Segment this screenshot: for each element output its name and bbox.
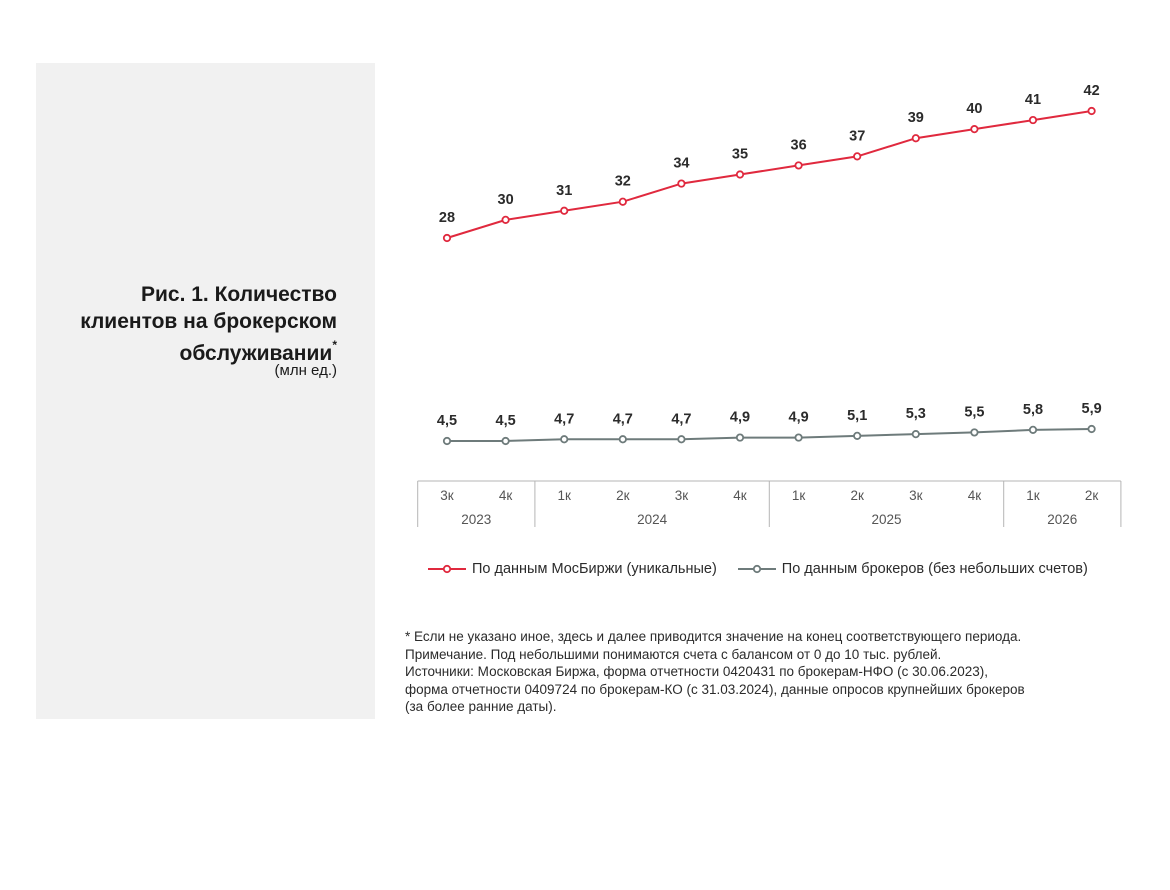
- data-point-brokers: [737, 434, 743, 440]
- data-label-moex: 37: [849, 128, 866, 145]
- data-point-moex: [971, 126, 977, 132]
- x-tick-label-year: 2023: [461, 512, 492, 527]
- data-point-moex: [1030, 117, 1036, 123]
- data-point-brokers: [444, 438, 450, 444]
- note-sources-1: Источники: Московская Биржа, форма отчетности 0420431 по брокерам-НФО (с 30.06.2023),: [405, 664, 988, 679]
- note-sources-2: форма отчетности 0409724 по брокерам-КО (с 31.03.2024), данные опросов крупнейших брокеров: [405, 681, 1025, 697]
- x-tick-label-quarter: 3к: [909, 488, 923, 503]
- data-label-moex: 35: [731, 146, 749, 163]
- data-label-moex: 34: [673, 155, 690, 172]
- legend-item-brokers: [737, 561, 1088, 577]
- data-label-moex: 41: [1024, 92, 1042, 109]
- footnote-mark: *: [332, 338, 337, 352]
- legend-swatch-moex: [427, 562, 467, 576]
- data-label-brokers: 4,9: [729, 409, 751, 426]
- data-label-brokers: 4,7: [554, 411, 575, 428]
- data-label-moex: 31: [556, 182, 573, 199]
- x-tick-label-quarter: 3к: [674, 488, 689, 503]
- chart-notes: [405, 628, 1145, 716]
- data-label-moex: 36: [790, 137, 807, 154]
- data-label-brokers: 5,1: [847, 407, 868, 424]
- data-label-brokers: 4,5: [436, 413, 458, 429]
- data-point-brokers: [854, 433, 860, 439]
- data-label-brokers: 5,8: [1022, 401, 1044, 418]
- note-footnote: * Если не указано иное, здесь и далее приводится значение на конец соответствующего периода.: [405, 629, 1022, 644]
- data-label-moex: 42: [1083, 83, 1100, 99]
- legend-swatch-brokers: [737, 562, 777, 576]
- data-point-moex: [444, 235, 450, 241]
- data-label-moex: 40: [966, 101, 983, 118]
- data-point-brokers: [795, 434, 801, 440]
- data-point-brokers: [1030, 427, 1036, 433]
- figure-title-line-2: клиентов на брокерском: [80, 310, 337, 333]
- data-label-moex: 39: [907, 110, 924, 127]
- legend-label-brokers: По данным брокеров (без небольших счетов): [781, 561, 1088, 577]
- data-point-brokers: [913, 431, 919, 437]
- data-point-moex: [620, 199, 626, 205]
- data-point-brokers: [678, 436, 684, 442]
- chart-legend: [427, 561, 1108, 577]
- legend-item-moex: [427, 561, 717, 577]
- x-tick-label-year: 2026: [1047, 512, 1078, 527]
- data-point-moex: [795, 162, 801, 168]
- data-label-moex: 30: [497, 191, 514, 208]
- data-label-brokers: 4,7: [612, 411, 633, 428]
- note-remark: Примечание. Под небольшими понимаются счета с балансом от 0 до 10 тыс. рублей.: [405, 646, 942, 662]
- data-label-brokers: 5,9: [1081, 401, 1102, 417]
- data-label-moex: 32: [614, 173, 631, 190]
- data-point-moex: [1088, 108, 1094, 114]
- data-label-brokers: 4,7: [671, 411, 692, 428]
- data-point-moex: [502, 217, 508, 223]
- data-point-brokers: [971, 429, 977, 435]
- x-tick-label-year: 2024: [637, 512, 668, 527]
- figure-title-line-3: обслуживании: [179, 342, 333, 365]
- data-point-moex: [913, 135, 919, 141]
- data-point-moex: [561, 208, 567, 214]
- x-tick-label-quarter: 4к: [498, 488, 513, 503]
- series-line-moex: [447, 111, 1092, 238]
- x-tick-label-quarter: 1к: [1026, 488, 1040, 503]
- series-line-brokers: [447, 429, 1092, 441]
- x-tick-label-quarter: 1к: [557, 488, 571, 503]
- data-point-brokers: [502, 438, 508, 444]
- note-sources-3: (за более ранние даты).: [405, 699, 557, 714]
- x-tick-label-quarter: 1к: [791, 488, 806, 503]
- data-label-moex: 28: [438, 210, 456, 226]
- data-label-brokers: 5,5: [964, 404, 985, 421]
- x-tick-label-quarter: 2к: [850, 488, 864, 503]
- x-tick-label-quarter: 2к: [1084, 488, 1099, 503]
- data-label-brokers: 4,5: [495, 413, 516, 429]
- x-tick-label-quarter: 4к: [733, 488, 747, 503]
- x-tick-label-year: 2025: [871, 512, 902, 527]
- data-point-brokers: [1088, 426, 1094, 432]
- figure-title-line-1: Рис. 1. Количество: [140, 283, 337, 306]
- data-point-brokers: [561, 436, 567, 442]
- x-tick-label-quarter: 2к: [616, 488, 630, 503]
- data-label-brokers: 5,3: [905, 406, 926, 423]
- data-point-moex: [678, 180, 684, 186]
- figure-subtitle: (млн ед.): [274, 362, 337, 379]
- data-label-brokers: 4,9: [788, 409, 809, 426]
- legend-label-moex: По данным МосБиржи (уникальные): [472, 561, 717, 577]
- data-point-moex: [854, 153, 860, 159]
- x-tick-label-quarter: 3к: [440, 488, 454, 503]
- data-point-moex: [737, 171, 743, 177]
- x-tick-label-quarter: 4к: [967, 488, 982, 503]
- data-point-brokers: [620, 436, 626, 442]
